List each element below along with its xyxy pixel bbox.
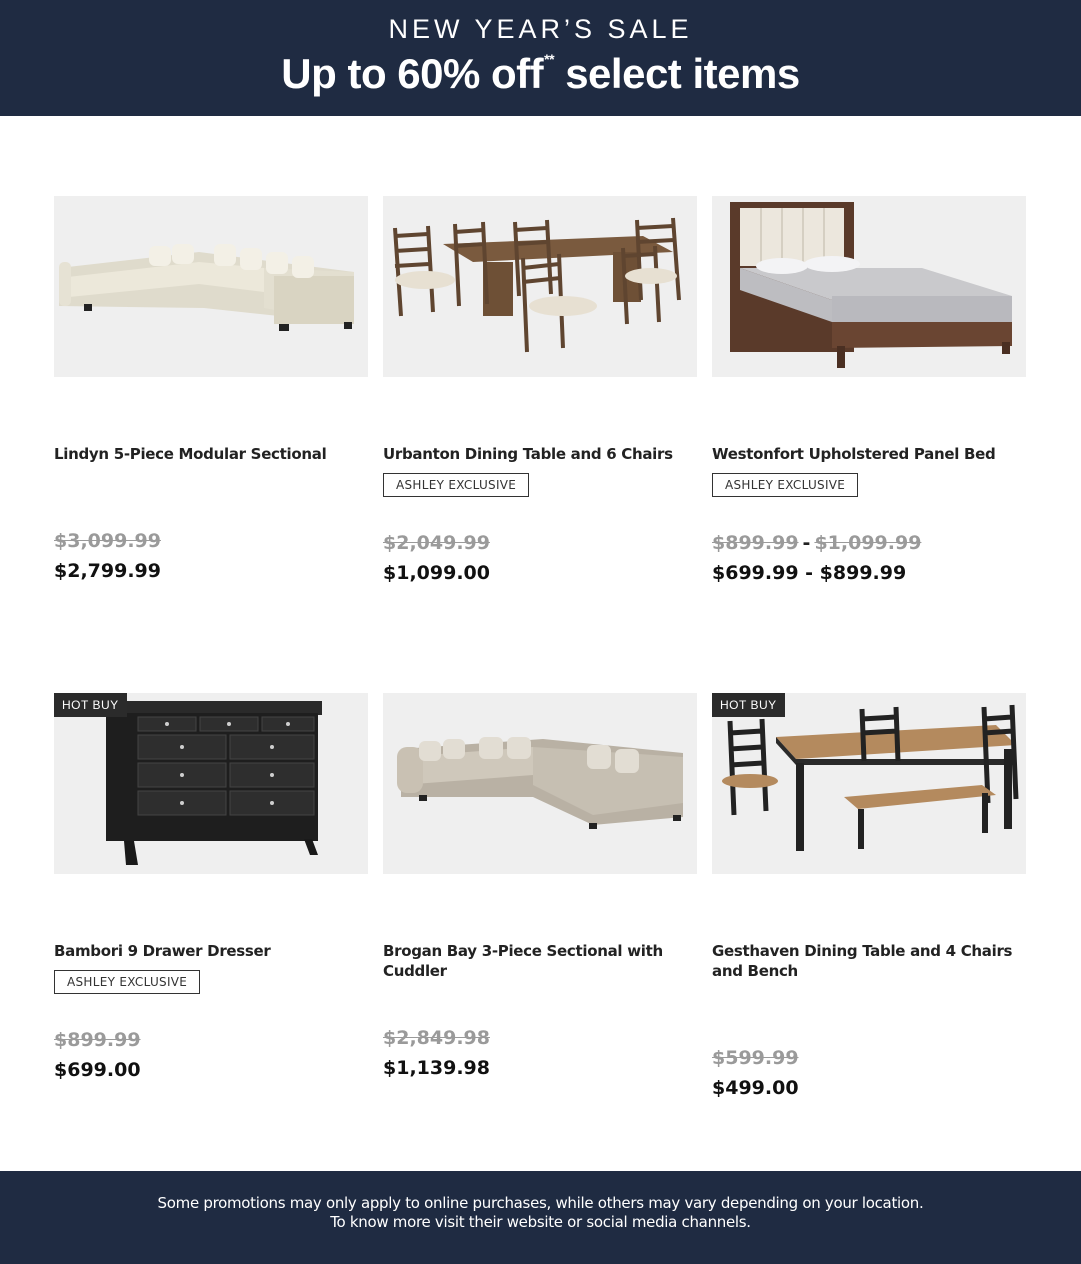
exclusive-badge: ASHLEY EXCLUSIVE (383, 473, 529, 497)
sale-price: $1,099.00 (383, 562, 490, 584)
price-range-separator: - (802, 532, 811, 554)
product-title[interactable]: Westonfort Upholstered Panel Bed (712, 445, 996, 463)
disclaimer-line-2: To know more visit their website or social media channels. (330, 1213, 751, 1231)
disclaimer-line-1: Some promotions may only apply to online purchases, while others may vary depending on your location. (157, 1194, 924, 1212)
product-title[interactable]: Bambori 9 Drawer Dresser (54, 942, 271, 960)
product-title[interactable]: Urbanton Dining Table and 6 Chairs (383, 445, 673, 463)
exclusive-badge: ASHLEY EXCLUSIVE (54, 970, 200, 994)
product-title[interactable]: Gesthaven Dining Table and 4 Chairs and Bench (712, 942, 1013, 980)
headline-footnote-mark: ** (544, 51, 555, 67)
sale-price: $699.00 (54, 1059, 141, 1081)
product-image-dresser[interactable] (54, 693, 368, 874)
product-title[interactable]: Brogan Bay 3-Piece Sectional with Cuddler (383, 942, 663, 980)
sale-banner (0, 0, 1081, 116)
sale-price: $499.00 (712, 1077, 799, 1099)
hot-buy-badge: HOT BUY (712, 693, 785, 717)
disclaimer-footer (0, 1171, 1081, 1264)
original-price: $3,099.99 (54, 530, 161, 552)
original-price-range (712, 532, 921, 554)
sale-price: $699.99 - $899.99 (712, 562, 907, 584)
product-image-sectional-cuddler[interactable] (383, 693, 697, 874)
original-price: $899.99 (54, 1029, 141, 1051)
sale-headline (0, 50, 1081, 98)
product-image-panel-bed[interactable] (712, 196, 1026, 377)
product-image-dining-set[interactable] (383, 196, 697, 377)
product-image-dining-bench[interactable] (712, 693, 1026, 874)
product-image-sectional[interactable] (54, 196, 368, 377)
original-price: $2,049.99 (383, 532, 490, 554)
hot-buy-badge: HOT BUY (54, 693, 127, 717)
original-price-low: $899.99 (712, 532, 799, 554)
exclusive-badge: ASHLEY EXCLUSIVE (712, 473, 858, 497)
original-price: $599.99 (712, 1047, 799, 1069)
product-title[interactable]: Lindyn 5-Piece Modular Sectional (54, 445, 327, 463)
sale-price: $1,139.98 (383, 1057, 490, 1079)
headline-tail: select items (554, 50, 800, 97)
sale-eyebrow: NEW YEAR’S SALE (388, 14, 693, 44)
original-price: $2,849.98 (383, 1027, 490, 1049)
sale-price: $2,799.99 (54, 560, 161, 582)
original-price-high: $1,099.99 (814, 532, 922, 554)
headline-main: Up to 60% off (281, 50, 544, 97)
